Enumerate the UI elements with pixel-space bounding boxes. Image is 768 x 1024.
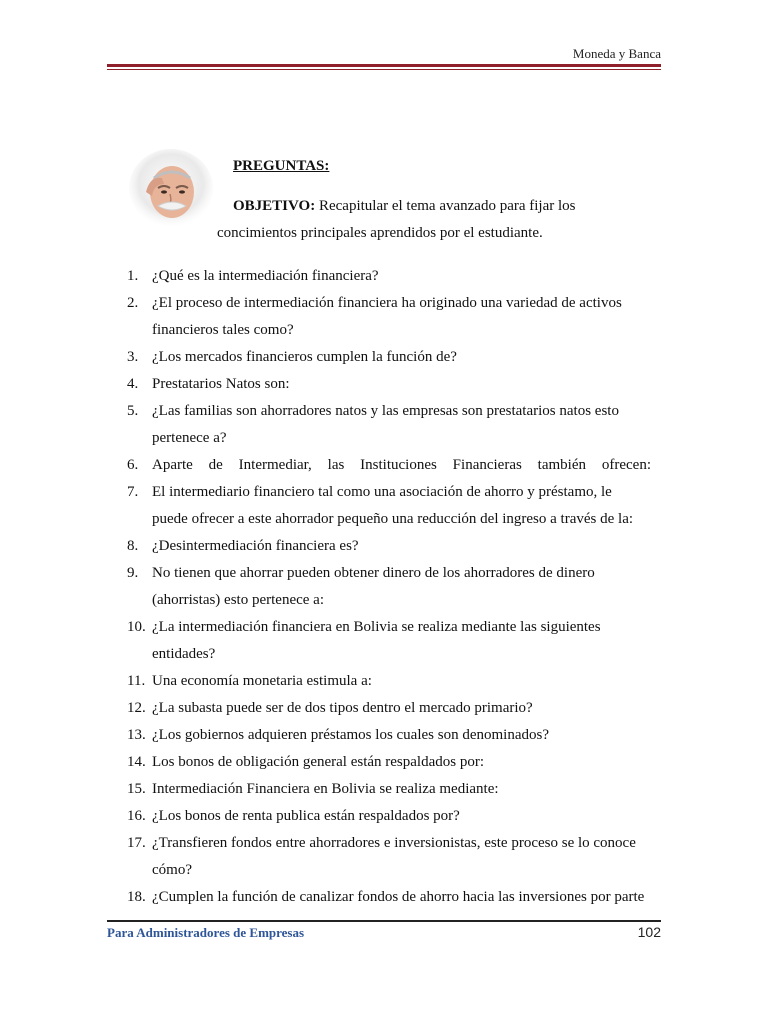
question-text: ¿Desintermediación financiera es? — [152, 538, 359, 554]
question-text: ¿Los gobiernos adquieren préstamos los cuales son denominados? — [152, 727, 549, 743]
section-heading: PREGUNTAS: — [233, 158, 330, 174]
question-item — [127, 263, 651, 290]
question-item — [127, 749, 651, 776]
question-text: ¿La subasta puede ser de dos tipos dentro el mercado primario? — [152, 700, 533, 716]
question-item — [127, 722, 651, 749]
question-text: ¿Las familias son ahorradores natos y las empresas son prestatarios natos esto pertenece a? — [152, 403, 619, 446]
question-text: ¿La intermediación financiera en Bolivia se realiza mediante las siguientes entidades? — [152, 619, 601, 662]
question-item — [127, 479, 651, 533]
header-rule-thin — [107, 69, 661, 70]
question-number: 17. — [127, 835, 146, 851]
footer-rule — [107, 920, 661, 922]
question-text: El intermediario financiero tal como una asociación de ahorro y préstamo, le puede ofrecer a este ahorrador pequeño una reducción del ingreso a través de la: — [152, 484, 634, 527]
question-item — [127, 290, 651, 344]
question-text: ¿Transfieren fondos entre ahorradores e inversionistas, este proceso se lo conoce cómo? — [152, 835, 636, 878]
question-number: 11. — [127, 673, 146, 689]
question-number: 1. — [127, 268, 139, 284]
question-text: ¿Cumplen la función de canalizar fondos de ahorro hacia las inversiones por parte — [152, 889, 645, 905]
objective-continuation: concimientos principales aprendidos por el estudiante. — [217, 225, 543, 241]
question-number: 13. — [127, 727, 146, 743]
question-item — [127, 884, 651, 911]
question-number: 5. — [127, 403, 139, 419]
question-item — [127, 533, 651, 560]
question-item — [127, 803, 651, 830]
question-text: ¿Qué es la intermediación financiera? — [152, 268, 379, 284]
question-item — [127, 695, 651, 722]
question-item — [127, 668, 651, 695]
question-number: 12. — [127, 700, 146, 716]
portrait-illustration — [128, 148, 214, 228]
question-number: 7. — [127, 484, 139, 500]
question-item — [127, 830, 651, 884]
header-rule — [107, 64, 661, 67]
question-item — [127, 398, 651, 452]
question-number: 4. — [127, 376, 139, 392]
objective-text: Recapitular el tema avanzado para fijar los — [315, 198, 576, 214]
question-list — [127, 263, 651, 911]
question-number: 15. — [127, 781, 146, 797]
question-text: ¿Los bonos de renta publica están respaldados por? — [152, 808, 460, 824]
question-item — [127, 371, 651, 398]
question-number: 18. — [127, 889, 146, 905]
objective-label: OBJETIVO: — [233, 198, 316, 214]
question-number: 6. — [127, 457, 139, 473]
footer-title: Para Administradores de Empresas — [107, 925, 305, 940]
question-item — [127, 560, 651, 614]
question-text: ¿El proceso de intermediación financiera ha originado una variedad de activos financieros tales como? — [152, 295, 622, 338]
question-text: Los bonos de obligación general están respaldados por: — [152, 754, 484, 770]
question-number: 10. — [127, 619, 146, 635]
objective-line — [233, 198, 576, 215]
question-text: Aparte de Intermediar, las Instituciones Financieras también ofrecen: — [152, 457, 651, 473]
header-title: Moneda y Banca — [572, 46, 661, 61]
question-item — [127, 344, 651, 371]
question-number: 8. — [127, 538, 139, 554]
question-item — [127, 776, 651, 803]
question-number: 16. — [127, 808, 146, 824]
question-text: No tienen que ahorrar pueden obtener dinero de los ahorradores de dinero (ahorristas) esto pertenece a: — [152, 565, 595, 608]
page-number: 102 — [637, 924, 661, 940]
question-text: Prestatarios Natos son: — [152, 376, 290, 392]
question-item — [127, 614, 651, 668]
question-number: 14. — [127, 754, 146, 770]
question-number: 3. — [127, 349, 139, 365]
question-text: ¿Los mercados financieros cumplen la función de? — [152, 349, 457, 365]
question-text: Intermediación Financiera en Bolivia se realiza mediante: — [152, 781, 499, 797]
question-text: Una economía monetaria estimula a: — [152, 673, 372, 689]
question-number: 9. — [127, 565, 139, 581]
question-item — [127, 452, 651, 479]
question-number: 2. — [127, 295, 139, 311]
